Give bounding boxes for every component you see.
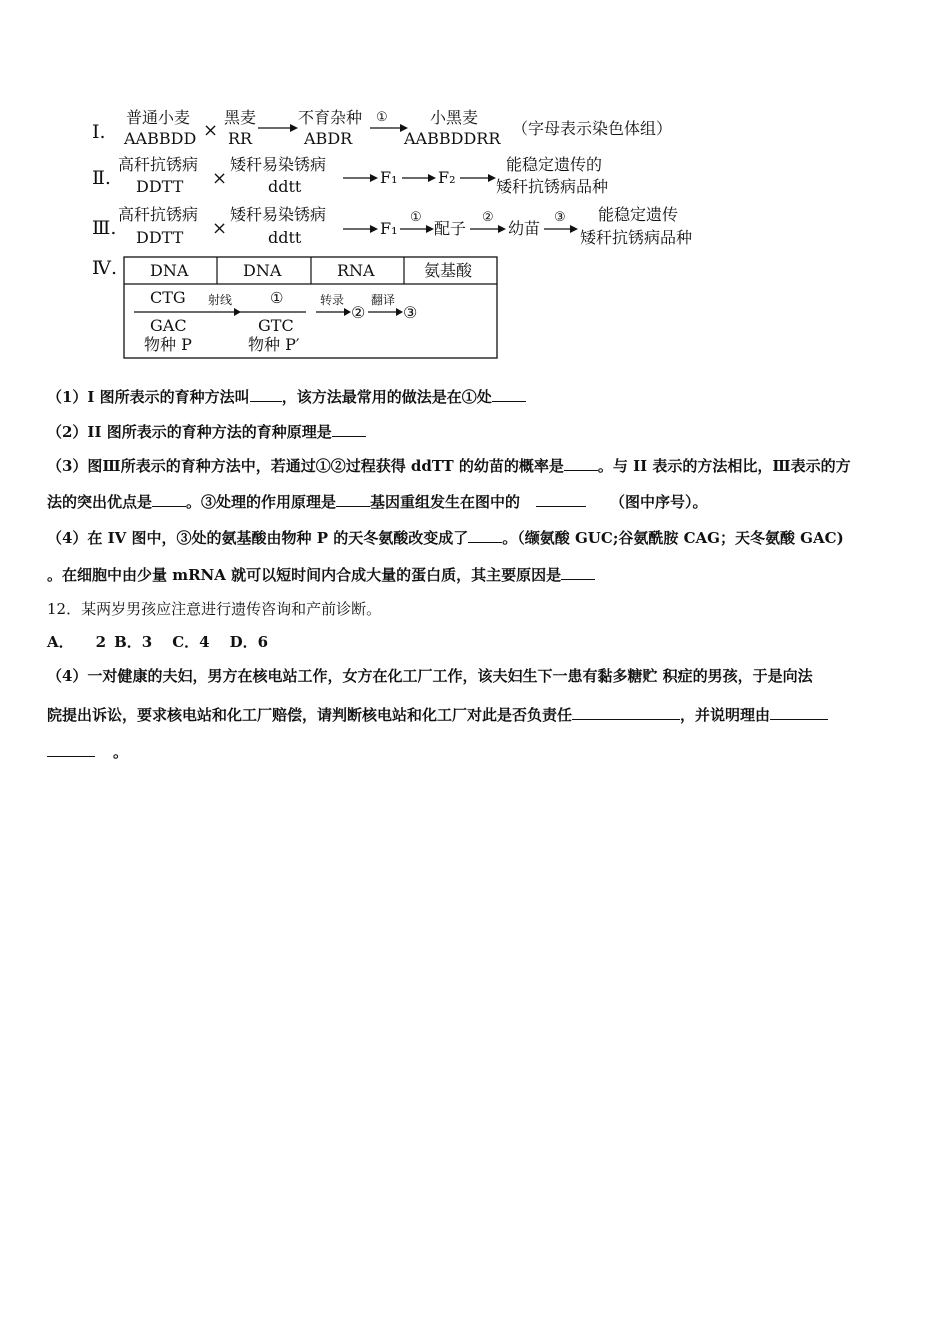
question-3-part-b: 。与 II 表示的方法相比，Ⅲ表示的方 <box>597 457 851 475</box>
row1-wheat-genome: AABBDD <box>124 129 197 148</box>
question-12 <box>47 598 381 619</box>
question-2-text: （2）II 图所表示的育种方法的育种原理是 <box>47 423 332 441</box>
answer-blank[interactable] <box>564 456 598 471</box>
breeding-diagram <box>0 0 950 370</box>
answer-blank[interactable] <box>336 492 370 507</box>
table-header-dna-2: DNA <box>243 261 282 280</box>
row2-arrowhead-1 <box>370 174 378 182</box>
transcription-arrow-label: 转录 <box>320 293 345 307</box>
radiation-arrowhead <box>234 308 241 316</box>
row3-result-bottom: 矮秆抗锈病品种 <box>580 228 693 247</box>
row3-arrowhead-2 <box>426 225 434 233</box>
answer-blank[interactable] <box>468 528 502 543</box>
row3-arrowhead-1 <box>370 225 378 233</box>
answer-blank[interactable] <box>332 422 366 437</box>
row3-step3-mark: ③ <box>554 210 566 225</box>
question-3-part-f: （图中序号）。 <box>610 493 708 511</box>
radiation-arrow-label: 射线 <box>208 293 233 307</box>
transcription-arrowhead <box>344 308 351 316</box>
row1-note: （字母表示染色体组） <box>512 119 673 138</box>
option-a[interactable]: A． <box>47 633 74 651</box>
table-header-dna-1: DNA <box>150 261 189 280</box>
translation-arrowhead <box>396 308 403 316</box>
question-4b-line-3 <box>47 741 128 762</box>
question-4b-part-d: 。 <box>113 743 129 761</box>
question-4b-part-a: （4）一对健康的夫妇，男方在核电站工作，女方在化工厂工作，该夫妇生下一患有黏多糖贮 积症的男孩，于是向法 <box>47 667 813 685</box>
question-4-part-c: 。在细胞中由少量 mRNA 就可以短时间内合成大量的蛋白质，其主要原因是 <box>47 566 562 584</box>
row1-hybrid-genome: ABDR <box>304 129 353 148</box>
answer-blank[interactable] <box>47 742 95 757</box>
row3-result-top: 能稳定遗传 <box>598 205 679 224</box>
row1-rye-label: 黑麦 <box>224 108 257 127</box>
row2-roman: Ⅱ. <box>92 167 111 189</box>
row2-cross: × <box>212 168 228 189</box>
question-3-part-d: 。③处理的作用原理是 <box>186 493 337 511</box>
options-row <box>47 631 268 652</box>
species-p-prime-strand: GTC <box>258 316 294 335</box>
question-3-part-e: 基因重组发生在图中的 <box>370 493 521 511</box>
question-3-part-c: 法的突出优点是 <box>47 493 153 511</box>
question-3-part-a: （3）图Ⅲ所表示的育种方法中，若通过①②过程获得 ddTT 的幼苗的概率是 <box>47 457 564 475</box>
option-c[interactable]: C．4 <box>172 633 210 651</box>
answer-blank[interactable] <box>536 492 586 507</box>
row1-step-mark: ① <box>376 110 388 125</box>
row3-parent-b-genotype: ddtt <box>268 228 302 247</box>
row3-gamete: 配子 <box>434 219 467 238</box>
row3-cross: × <box>212 218 228 239</box>
answer-blank[interactable] <box>561 565 595 580</box>
row1-triticale-label: 小黑麦 <box>430 108 479 127</box>
question-4-line-1 <box>47 527 844 548</box>
row2-parent-a-label: 高秆抗锈病 <box>118 155 199 174</box>
row3-f1: F₁ <box>380 219 398 238</box>
row3-roman: Ⅲ. <box>92 217 117 239</box>
row1-hybrid-label: 不育杂种 <box>298 108 363 127</box>
answer-blank[interactable] <box>572 705 680 720</box>
row4-roman: Ⅳ. <box>92 257 118 279</box>
question-3-line-1 <box>47 455 851 476</box>
row1-arrowhead-1 <box>290 124 298 132</box>
row2-result-bottom: 矮秆抗锈病品种 <box>496 177 609 196</box>
rna-mark: ② <box>351 303 366 322</box>
row3-parent-a-label: 高秆抗锈病 <box>118 205 199 224</box>
row1-cross: × <box>203 120 219 141</box>
question-1-part-b: ，该方法最常用的做法是在①处 <box>281 388 492 406</box>
amino-acid-mark: ③ <box>403 303 418 322</box>
row3-step2-mark: ② <box>482 210 494 225</box>
row1-rye-genome: RR <box>228 129 253 148</box>
row2-f1: F₁ <box>380 168 398 187</box>
row2-arrowhead-3 <box>488 174 496 182</box>
row3-arrowhead-4 <box>570 225 578 233</box>
question-4b-line-2 <box>47 704 828 725</box>
question-3-line-2 <box>47 491 708 512</box>
question-4b-part-b: 院提出诉讼，要求核电站和化工厂赔偿，请判断核电站和化工厂对此是否负责任 <box>47 706 573 724</box>
question-12-text: 12．某两岁男孩应注意进行遗传咨询和产前诊断。 <box>47 600 382 618</box>
row2-parent-b-genotype: ddtt <box>268 177 302 196</box>
option-b[interactable]: B．3 <box>114 633 153 651</box>
row3-arrowhead-3 <box>498 225 506 233</box>
species-p-prime-label: 物种 P′ <box>248 335 300 354</box>
question-1 <box>47 386 526 407</box>
question-4-line-2 <box>47 564 595 585</box>
row2-parent-b-label: 矮秆易染锈病 <box>230 155 327 174</box>
question-4-part-b: 。（缬氨酸 GUC;谷氨酰胺 CAG；天冬氨酸 GAC) <box>502 529 844 547</box>
row1-roman: Ⅰ. <box>92 121 106 143</box>
row2-f2: F₂ <box>438 168 456 187</box>
row2-parent-a-genotype: DDTT <box>136 177 184 196</box>
translation-arrow-label: 翻译 <box>371 293 396 307</box>
row1-triticale-genome: AABBDDRR <box>404 129 501 148</box>
row3-parent-a-genotype: DDTT <box>136 228 184 247</box>
row2-result-top: 能稳定遗传的 <box>506 155 603 174</box>
species-p-template-strand: GAC <box>150 316 187 335</box>
question-2 <box>47 421 366 442</box>
row3-parent-b-label: 矮秆易染锈病 <box>230 205 327 224</box>
species-p-label: 物种 P <box>144 335 192 354</box>
option-d[interactable]: D．6 <box>229 633 269 651</box>
answer-blank[interactable] <box>250 387 282 402</box>
answer-blank[interactable] <box>152 492 186 507</box>
row1-wheat-label: 普通小麦 <box>126 108 191 127</box>
question-4b-line-1 <box>47 665 813 686</box>
mutation-mark: ① <box>270 289 284 307</box>
row2-arrowhead-2 <box>428 174 436 182</box>
species-p-coding-strand: CTG <box>150 288 186 307</box>
table-header-rna: RNA <box>337 261 375 280</box>
answer-blank[interactable] <box>770 705 828 720</box>
table-header-amino-acid: 氨基酸 <box>424 261 473 280</box>
question-4b-part-c: ，并说明理由 <box>680 706 771 724</box>
row3-step1-mark: ① <box>410 210 422 225</box>
option-a-value: 2 <box>95 633 107 651</box>
answer-blank[interactable] <box>492 387 526 402</box>
question-4-part-a: （4）在 IV 图中，③处的氨基酸由物种 P 的天冬氨酸改变成了 <box>47 529 469 547</box>
question-1-part-a: （1）I 图所表示的育种方法叫 <box>47 388 250 406</box>
row3-seedling: 幼苗 <box>508 219 541 238</box>
